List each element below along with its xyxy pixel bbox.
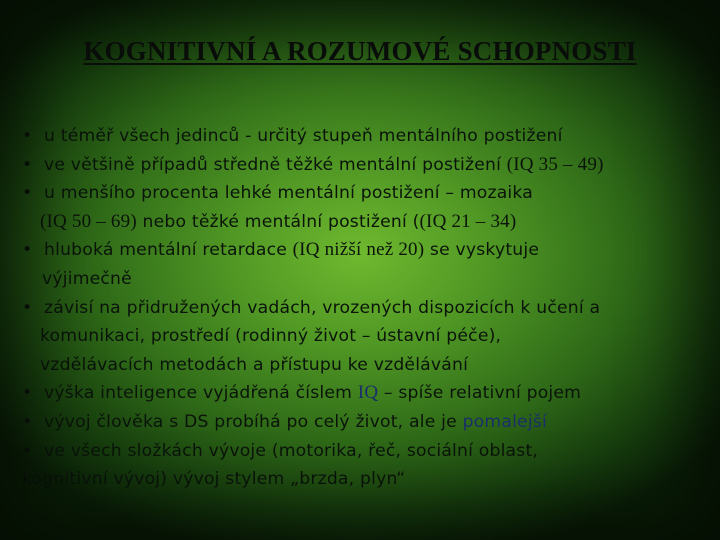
list-item bbox=[22, 236, 702, 265]
list-item-text: u téměř všech jedinců - určitý stupeň mentálního postižení bbox=[44, 126, 563, 146]
list-item-text: výjimečně bbox=[42, 268, 132, 289]
list-item-text: ve všech složkách vývoje (motorika, řeč, sociální oblast, bbox=[44, 440, 539, 461]
list-item-text: závisí na přidružených vadách, vrozených dispozicích k učení a bbox=[44, 297, 601, 318]
iq-range: (IQ 21 – 34) bbox=[419, 210, 517, 232]
list-item bbox=[22, 122, 702, 151]
list-item-continuation bbox=[22, 351, 702, 380]
list-item-text: komunikaci, prostředí (rodinný život – ústavní péče), bbox=[40, 326, 502, 347]
list-item-continuation bbox=[22, 465, 702, 494]
bullet: • bbox=[22, 126, 33, 146]
list-item-text: hluboká mentální retardace bbox=[44, 240, 293, 261]
list-item bbox=[22, 379, 702, 408]
list-item bbox=[22, 294, 702, 323]
bullet: • bbox=[22, 411, 33, 432]
iq-range: (IQ 50 – 69) bbox=[40, 210, 137, 232]
list-item-continuation bbox=[22, 208, 702, 237]
list-item bbox=[22, 151, 702, 180]
list-item-text: kognitivní vývoj) vývoj stylem „brzda, plyn“ bbox=[22, 469, 406, 490]
bullet: • bbox=[22, 383, 33, 404]
iq-highlight: IQ bbox=[357, 382, 379, 404]
list-item-text: u menšího procenta lehké mentální postižení – mozaika bbox=[44, 183, 533, 204]
list-item bbox=[22, 179, 702, 208]
iq-range: (IQ nižší než 20) bbox=[292, 239, 425, 261]
bullet: • bbox=[22, 297, 33, 318]
list-item-text: – spíše relativní pojem bbox=[378, 383, 582, 404]
list-item-text: vzdělávacích metodách a přístupu ke vzdělávání bbox=[40, 354, 469, 375]
list-item bbox=[22, 408, 702, 437]
list-item-text: nebo těžké mentální postižení ( bbox=[136, 211, 420, 232]
list-item-continuation bbox=[22, 322, 702, 351]
slide-title: KOGNITIVNÍ A ROZUMOVÉ SCHOPNOSTI bbox=[83, 36, 637, 66]
bullet: • bbox=[22, 183, 33, 204]
list-item-text: vývoj člověka s DS probíhá po celý život, ale je bbox=[44, 411, 463, 432]
list-item-continuation bbox=[22, 265, 702, 294]
list-item-text: výška inteligence vyjádřená číslem bbox=[44, 383, 358, 404]
bullet: • bbox=[22, 240, 33, 261]
list-item-text: se vyskytuje bbox=[424, 240, 540, 261]
iq-range: (IQ 35 – 49) bbox=[506, 153, 604, 175]
bullet: • bbox=[22, 440, 33, 461]
bullet: • bbox=[22, 154, 33, 175]
list-item-text: ve většině případů středně těžké mentální postižení bbox=[44, 154, 507, 175]
bullet-list bbox=[22, 122, 702, 494]
pomalejsi-highlight: pomalejší bbox=[462, 411, 547, 432]
list-item bbox=[22, 437, 702, 466]
